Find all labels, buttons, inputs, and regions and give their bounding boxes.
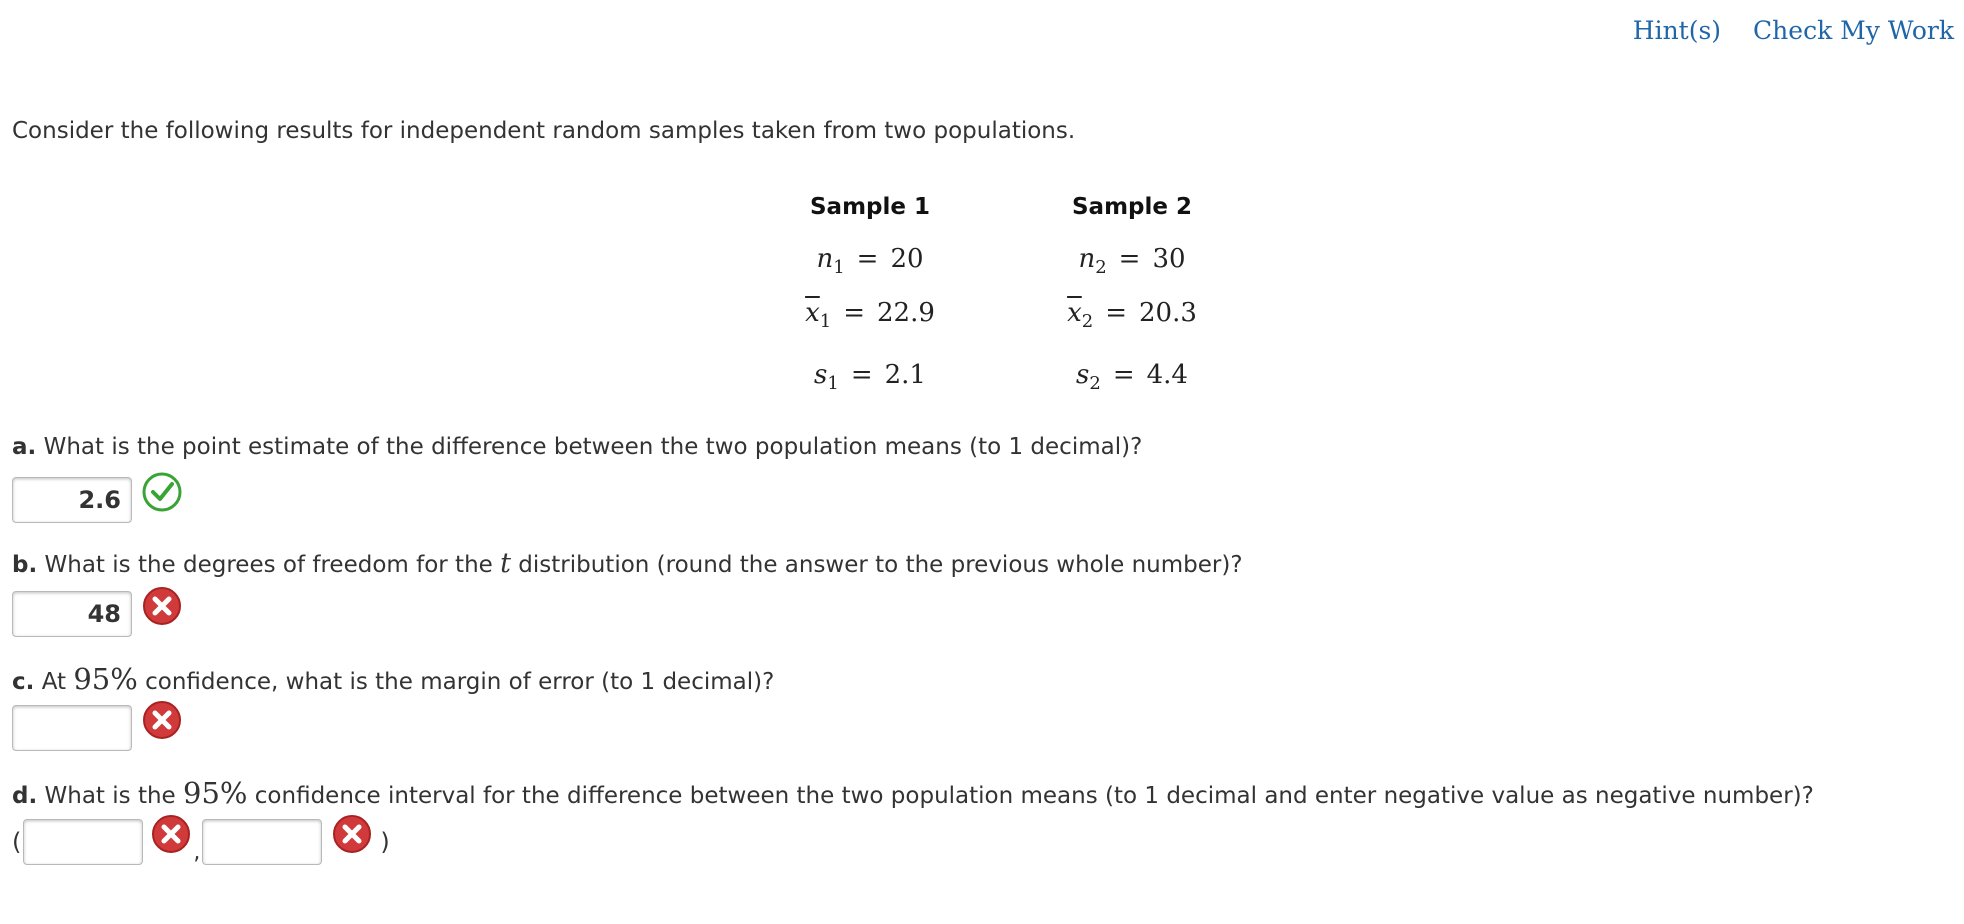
- sample2-s: [1032, 360, 1232, 394]
- eq: =: [1105, 298, 1128, 328]
- var-xbar: $\overline{x}$: [1067, 298, 1082, 328]
- sample1-column: [770, 192, 970, 222]
- question-label: b.: [12, 552, 38, 578]
- question-label: c.: [12, 669, 35, 695]
- var-xbar: $\overline{x}$: [805, 298, 820, 328]
- question-d: [12, 776, 1814, 810]
- sample1-header: Sample 1: [809, 194, 930, 220]
- eq: =: [843, 298, 866, 328]
- question-text-cont: confidence, what is the margin of error (to 1 decimal)?: [145, 669, 775, 695]
- s1-value: 2.1: [884, 360, 926, 390]
- answer-c-row: [12, 706, 182, 750]
- sample1-xbar: [770, 298, 970, 332]
- top-links: [1633, 16, 1954, 45]
- xbar2-value: 20.3: [1139, 298, 1197, 328]
- sub: 2: [1089, 373, 1101, 394]
- x-circle-icon: [142, 586, 182, 626]
- n1-value: 20: [890, 244, 924, 274]
- problem-intro: Consider the following results for independent random samples taken from two populations.: [12, 118, 1076, 144]
- xbar1-value: 22.9: [877, 298, 935, 328]
- hints-link[interactable]: Hint(s): [1632, 16, 1722, 45]
- check-circle-icon: [142, 472, 182, 512]
- check-my-work-link[interactable]: Check My Work: [1753, 16, 1954, 45]
- question-text: What is the point estimate of the difference between the two population means (to 1 decimal)?: [43, 434, 1143, 460]
- question-text: What is the: [44, 783, 176, 809]
- sample2-xbar: [1032, 298, 1232, 332]
- sample1-n: [770, 244, 970, 278]
- question-text: What is the degrees of freedom for the: [44, 552, 493, 578]
- question-b: [12, 548, 1243, 579]
- eq: =: [856, 244, 879, 274]
- close-paren: ): [380, 828, 390, 856]
- question-text: At: [41, 669, 67, 695]
- t-variable: t: [500, 548, 511, 579]
- confidence-percent: 95%: [183, 776, 248, 810]
- var-n: n: [816, 244, 834, 274]
- sub: 2: [1095, 257, 1107, 278]
- answer-d-row: [12, 820, 390, 864]
- question-label: d.: [12, 783, 38, 809]
- question-text-cont: confidence interval for the difference between the two population means (to 1 decimal and enter negative value as negative number)?: [254, 783, 1814, 809]
- var-s: s: [1076, 360, 1090, 390]
- sample1-s: [770, 360, 970, 394]
- answer-b-input[interactable]: [12, 591, 132, 637]
- sub: 1: [819, 311, 832, 332]
- x-circle-icon: [151, 814, 191, 854]
- open-paren: (: [12, 828, 22, 856]
- x-circle-icon: [332, 814, 372, 854]
- var-n: n: [1078, 244, 1096, 274]
- s2-value: 4.4: [1146, 360, 1188, 390]
- confidence-percent: 95%: [73, 662, 138, 696]
- sample2-n: [1032, 244, 1232, 278]
- answer-b-row: [12, 592, 182, 636]
- eq: =: [1112, 360, 1135, 390]
- sub: 1: [827, 373, 839, 394]
- answer-a-row: [12, 478, 182, 522]
- comma-separator: ,: [193, 839, 201, 865]
- eq: =: [850, 360, 873, 390]
- sub: 2: [1081, 311, 1094, 332]
- n2-value: 30: [1152, 244, 1186, 274]
- sample2-header: Sample 2: [1071, 194, 1192, 220]
- sample2-column: [1032, 192, 1232, 222]
- eq: =: [1118, 244, 1141, 274]
- x-circle-icon: [142, 700, 182, 740]
- question-label: a.: [12, 434, 37, 460]
- answer-a-input[interactable]: [12, 477, 132, 523]
- question-a: [12, 434, 1142, 460]
- question-text-cont: distribution (round the answer to the previous whole number)?: [518, 552, 1243, 578]
- var-s: s: [814, 360, 828, 390]
- answer-c-input[interactable]: [12, 705, 132, 751]
- answer-d-lower-input[interactable]: [23, 819, 143, 865]
- question-c: [12, 662, 774, 696]
- sub: 1: [833, 257, 845, 278]
- answer-d-upper-input[interactable]: [202, 819, 322, 865]
